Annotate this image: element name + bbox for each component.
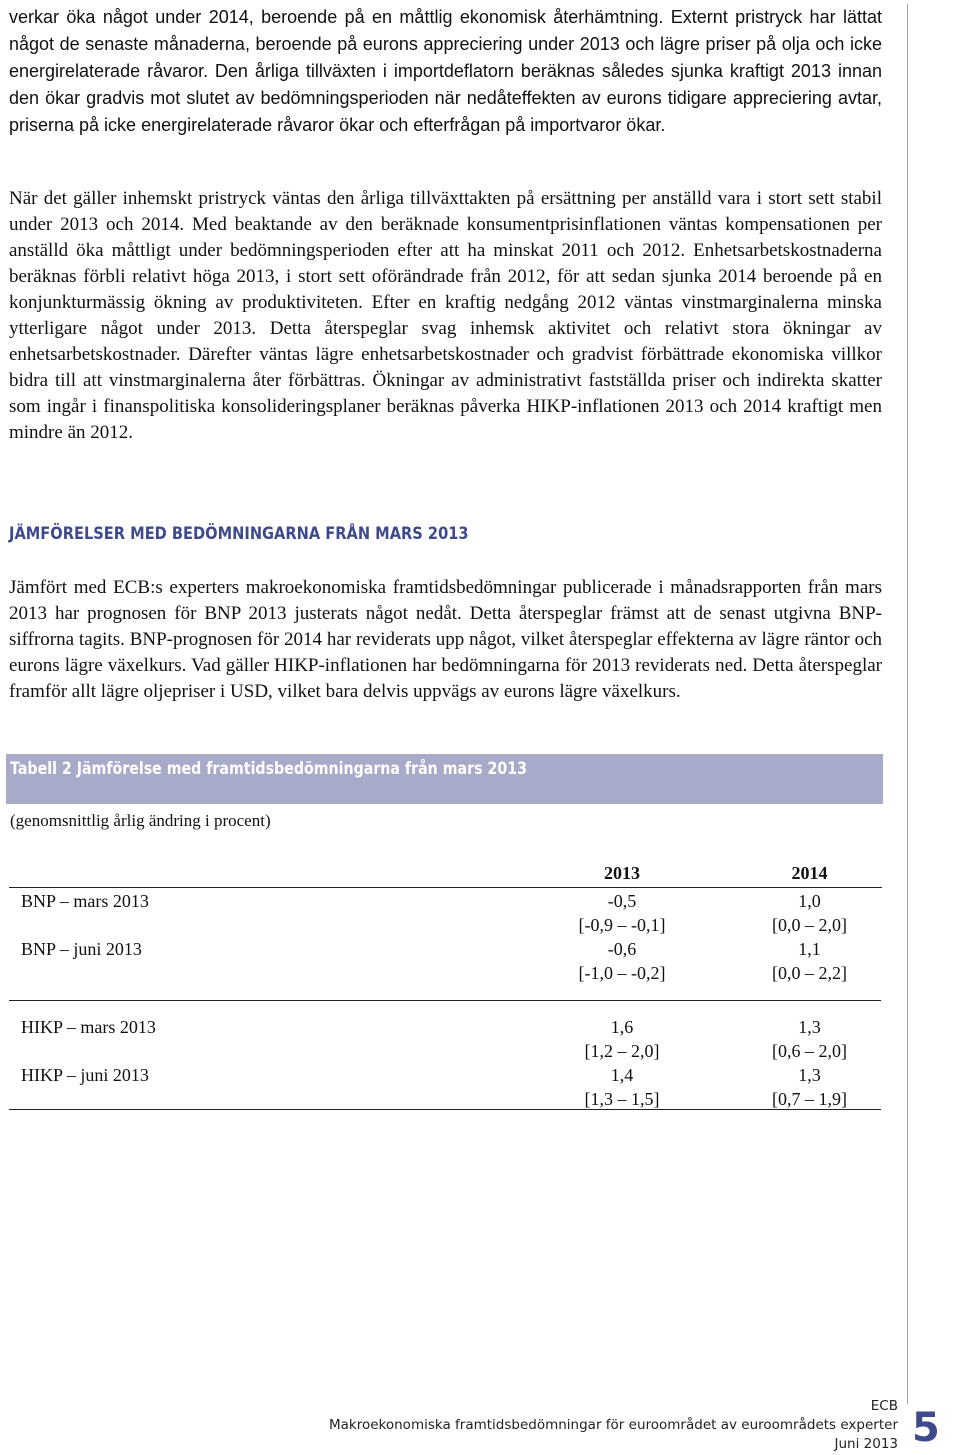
footer-org: ECB xyxy=(870,1398,898,1414)
value-2014: 1,3 xyxy=(798,1017,821,1037)
table-title: Tabell 2 Jämförelse med framtidsbedömningarna från mars 2013 xyxy=(10,759,527,778)
value-2013: -0,5 xyxy=(607,891,637,911)
column-header-2013: 2013 xyxy=(557,858,687,888)
value-2013: 1,6 xyxy=(610,1017,634,1037)
table-subtitle: (genomsnittlig årlig ändring i procent) xyxy=(10,811,271,830)
paragraph-import-prices xyxy=(9,4,882,139)
table-title-bar xyxy=(6,754,883,804)
value-2014: 1,3 xyxy=(798,1065,821,1085)
range-2013: [1,2 – 2,0] xyxy=(584,1041,660,1061)
table-rule-bottom xyxy=(9,1109,881,1110)
range-2014: [0,7 – 1,9] xyxy=(772,1089,847,1109)
footer-publication: Makroekonomiska framtidsbedömningar för euroområdet av euroområdets experter xyxy=(328,1417,898,1433)
paragraph-intro: verkar öka något under 2014, beroende på en måttlig ekonomisk återhämtning. Externt pristryck har lättat något de senaste månaderna, beroende på eurons appreciering under 2013 och lägre priser på olja och icke energirelaterade råvaror. xyxy=(9,7,882,81)
footer-date: Juni 2013 xyxy=(834,1436,898,1452)
table-rule-middle xyxy=(9,1000,881,1001)
row-label: HIKP – mars 2013 xyxy=(21,1017,156,1037)
value-2014: 1,1 xyxy=(798,939,821,959)
value-2013: -0,6 xyxy=(607,939,637,959)
row-label: HIKP – juni 2013 xyxy=(21,1065,149,1085)
section-heading: JÄMFÖRELSER MED BEDÖMNINGARNA FRÅN MARS 2013 xyxy=(9,524,469,544)
range-2014: [0,6 – 2,0] xyxy=(772,1041,847,1061)
range-2014: [0,0 – 2,0] xyxy=(772,915,847,935)
row-label: BNP – juni 2013 xyxy=(21,939,142,959)
page-number: 5 xyxy=(912,1405,940,1451)
value-2013: 1,4 xyxy=(610,1065,634,1085)
paragraph-import-deflator: Den årliga tillväxten i importdeflatorn beräknas således sjunka kraftigt 2013 innan den ökar gradvis mot slutet av bedömningsperioden när nedåteffekten av eurons tidigare appreciering avtar, priserna på icke energirelaterade råvaror ökar och efterfrågan på importvaror ökar. xyxy=(9,61,882,135)
range-2013: [-0,9 – -0,1] xyxy=(578,915,666,935)
margin-rule xyxy=(907,4,908,1404)
range-2013: [-1,0 – -0,2] xyxy=(578,963,666,983)
paragraph-comparison: Jämfört med ECB:s experters makroekonomiska framtidsbedömningar publicerade i månadsrapporten från mars 2013 har prognosen för BNP 2013 justerats något nedåt. Detta återspeglar främst att de senast utgivna BNP-siffrorna tagits. BNP-prognosen för 2014 har reviderats upp något, vilket återspeglar effekterna av lägre räntor och eurons lägre växelkurs. Vad gäller HIKP-inflationen har bedömningarna för 2013 reviderats ned. Detta återspeglar framför allt lägre oljepriser i USD, vilket bara delvis uppvägs av eurons lägre växelkurs. xyxy=(9,577,882,702)
paragraph-domestic-prices: När det gäller inhemskt pristryck väntas den årliga tillväxttakten på ersättning per anställd vara i stort sett stabil under 2013 och 2014. Med beaktande av den beräknade konsumentprisinflationen väntas kompensationen per anställd öka måttligt under bedömningsperioden efter att ha minskat 2011 och 2012. Enhetsarbetskostnaderna beräknas förbli relativt höga 2013, i stort sett oförändrade från 2012, för att sedan sjunka 2014 beroende på en konjunkturmässig ökning av produktiviteten. Efter en kraftig nedgång 2012 väntas vinstmarginalerna minska ytterligare något under 2013. Detta återspeglar svag inhemsk aktivitet och relativt stora ökningar av enhetsarbetskostnader. Därefter väntas lägre enhetsarbetskostnader och gradvist förbättrade ekonomiska villkor bidra till att vinstmarginalerna åter förbättras. Ökningar av administrativt fastställda priser och indirekta skatter som ingår i finanspolitiska konsolideringsplaner beräknas påverka HIKP-inflationen 2013 och 2014 kraftigt men mindre än 2012. xyxy=(9,188,882,443)
row-label: BNP – mars 2013 xyxy=(21,891,149,911)
column-header-2014: 2014 xyxy=(737,858,882,888)
range-2013: [1,3 – 1,5] xyxy=(584,1089,660,1109)
value-2014: 1,0 xyxy=(798,891,821,911)
table-rule-top xyxy=(9,887,881,888)
range-2014: [0,0 – 2,2] xyxy=(772,963,847,983)
